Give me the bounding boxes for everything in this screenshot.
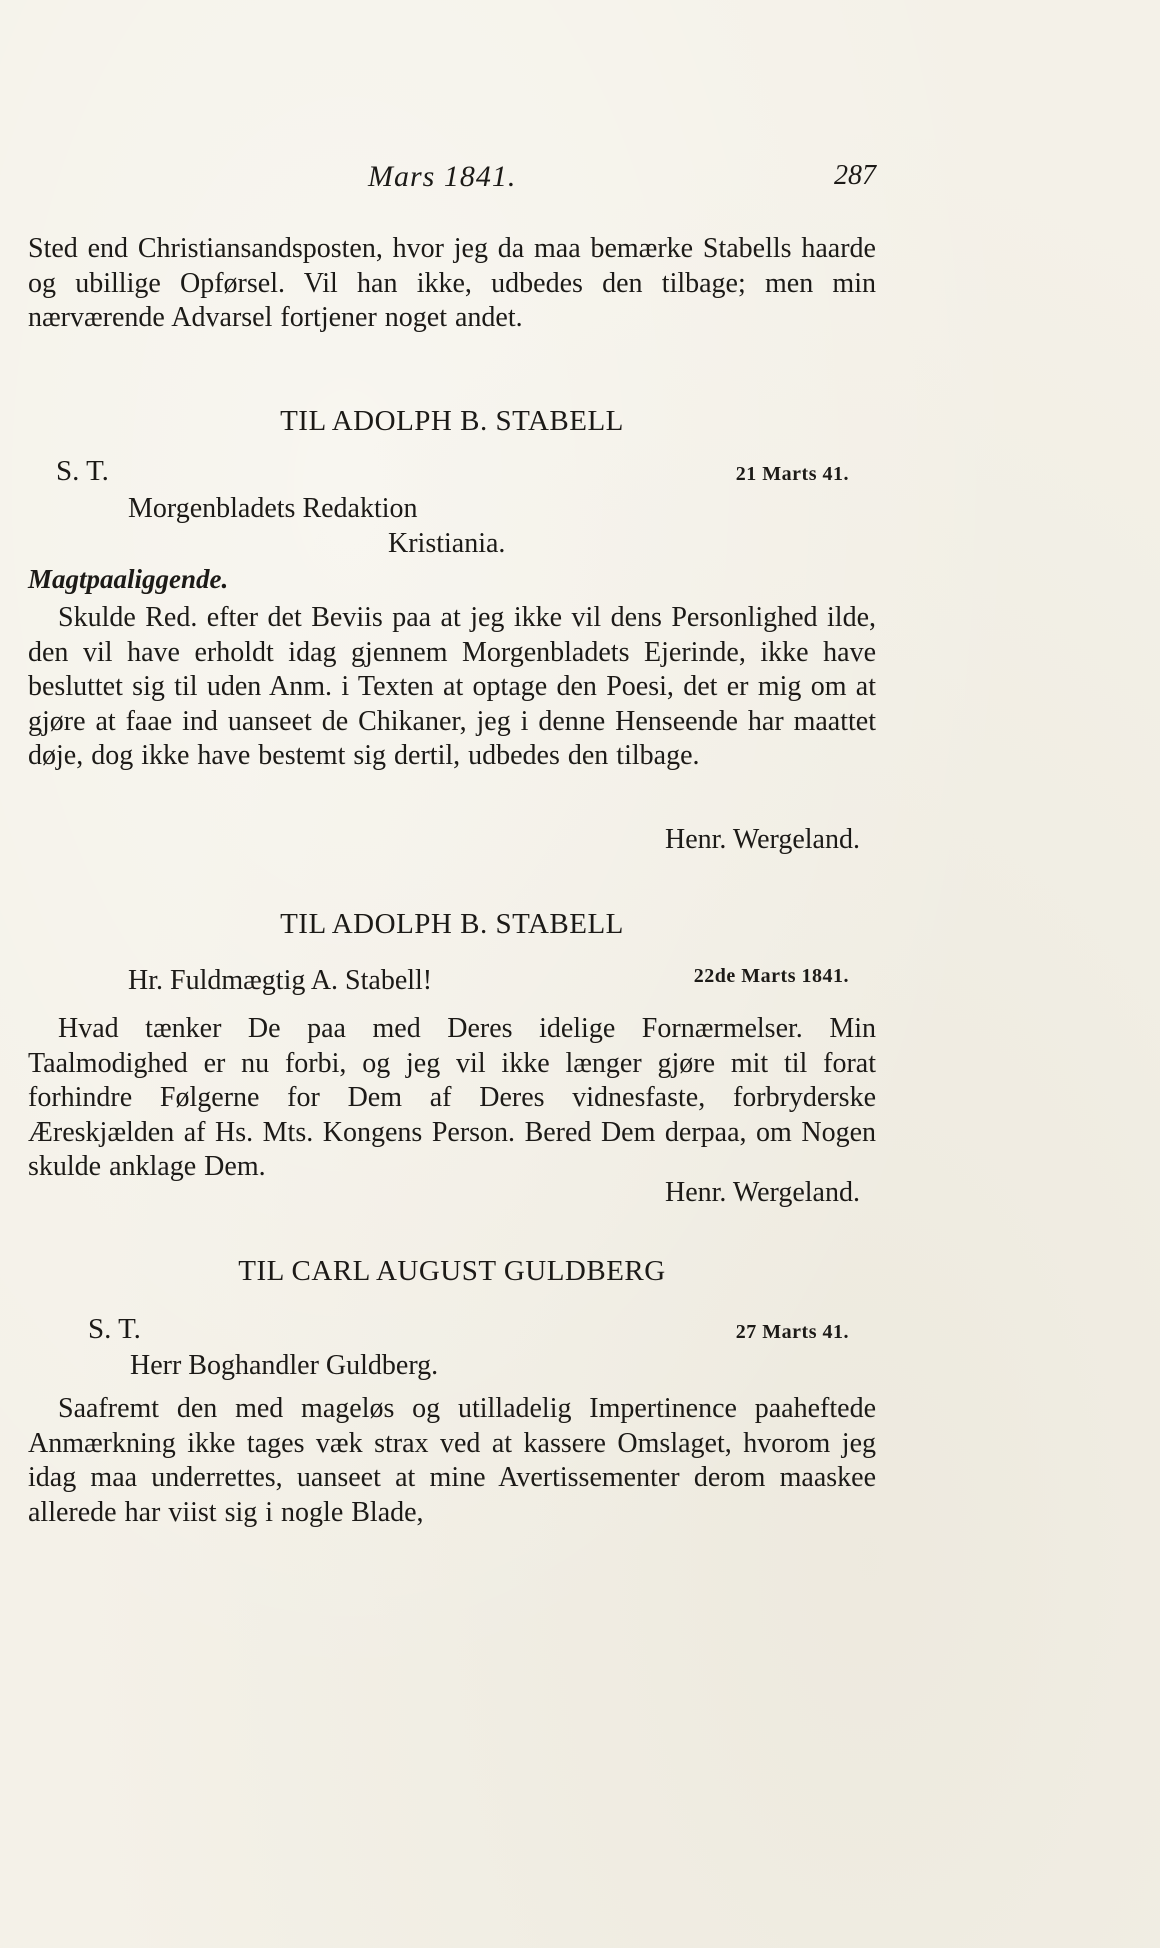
page-number: 287 (834, 160, 876, 191)
letter-2-body-block (28, 1012, 876, 1185)
letter-2-salutation: Hr. Fuldmægtig A. Stabell! (128, 965, 433, 996)
letter-1-date: 21 Marts 41. (735, 463, 849, 485)
letter-2-body: Hvad tænker De paa med Deres idelige Fornærmelser. Min Taalmodighed er nu forbi, og jeg vil ikke længer gjøre mit til forat forhindre Følgerne for Dem af Deres vidnesfaste, forbryderske Æreskjælden af Hs. Mts. Kongens Person. Bered Dem derpaa, om Nogen skulde anklage Dem. (28, 1013, 876, 1182)
letter-1 (28, 405, 876, 438)
letter-1-address (128, 492, 728, 527)
letter-2-signature-block (28, 1176, 876, 1210)
letter-3-heading: TIL CARL AUGUST GULDBERG (238, 1255, 666, 1287)
letter-2-dateline (128, 965, 861, 1003)
intro-paragraph: Sted end Christiansandsposten, hvor jeg da maa bemærke Stabells haarde og ubillige Opførsel. Vil han ikke, udbedes den tilbage; men min nærværende Advarsel fortjener noget andet. (28, 233, 876, 333)
letter-1-dateline (56, 455, 861, 493)
letter-2-signature: Henr. Wergeland. (665, 1177, 860, 1208)
page-header (28, 160, 876, 200)
letter-1-signature-block (28, 823, 876, 857)
running-title: Mars 1841. (368, 160, 517, 193)
letter-3-body: Saafremt den med mageløs og utilladelig Impertinence paaheftede Anmærkning ikke tages væk strax ved at kassere Omslaget, hvorom jeg idag maa underrettes, uanseet at mine Avertissementer derom maaskee allerede har viist sig i nogle Blade, (28, 1393, 876, 1528)
letter-3-address (130, 1349, 730, 1384)
intro-block (28, 232, 876, 336)
letter-3-salutation: S. T. (88, 1313, 141, 1345)
letter-3-dateline (88, 1313, 861, 1351)
letter-1-address-line-1: Morgenbladets Redaktion (128, 493, 418, 524)
letter-3-address-line-1: Herr Boghandler Guldberg. (130, 1350, 439, 1381)
letter-1-salutation: S. T. (56, 455, 109, 487)
letter-1-body: Skulde Red. efter det Beviis paa at jeg ikke vil dens Personlighed ilde, den vil have erholdt idag gjennem Morgenbladets Ejerinde, ikke have besluttet sig til uden Anm. i Texten at optage den Poesi, det er mig om at gjøre at faae ind uanseet de Chikaner, jeg i denne Henseende har maattet døje, dog ikke have bestemt sig dertil, udbedes den tilbage. (28, 602, 876, 771)
letter-2-date: 22de Marts 1841. (693, 965, 849, 987)
letter-3-body-block (28, 1392, 876, 1530)
letter-1-subject: Magtpaaliggende. (28, 564, 229, 594)
letter-2 (28, 908, 876, 941)
letter-1-heading: TIL ADOLPH B. STABELL (280, 405, 624, 437)
letter-1-city (388, 527, 688, 562)
letter-1-signature: Henr. Wergeland. (665, 824, 860, 855)
letter-1-subject-block (28, 562, 876, 597)
letter-2-heading: TIL ADOLPH B. STABELL (280, 908, 624, 940)
letter-3 (28, 1255, 876, 1288)
letter-1-body-block (28, 601, 876, 774)
letter-1-address-line-2: Kristiania. (388, 528, 506, 559)
letter-3-date: 27 Marts 41. (735, 1321, 849, 1343)
